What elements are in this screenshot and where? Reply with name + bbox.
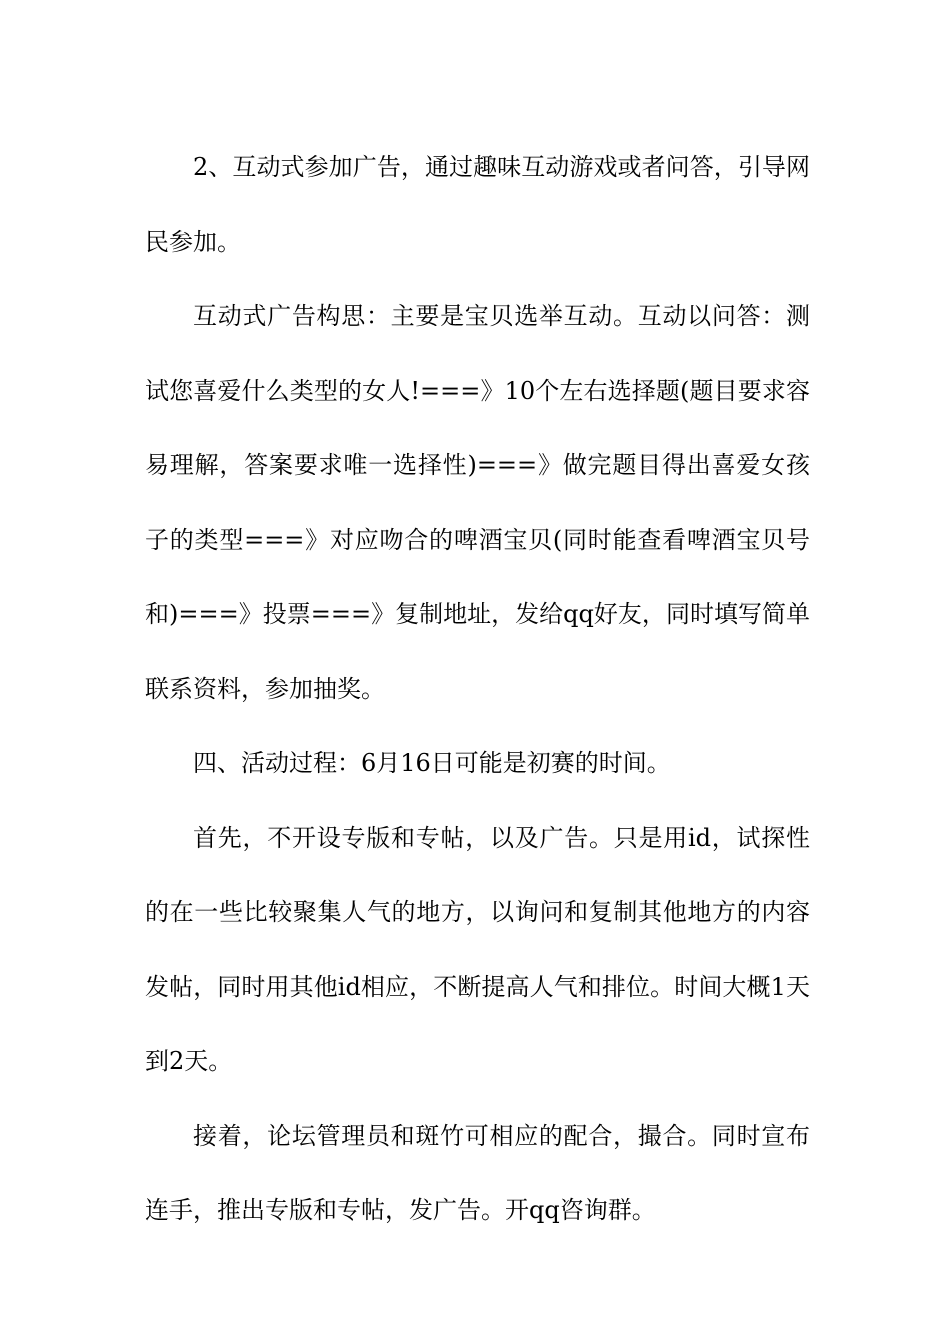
paragraph-interactive-ads: 2、互动式参加广告，通过趣味互动游戏或者问答，引导网民参加。 <box>145 153 810 256</box>
paragraph-activity-process: 四、活动过程：6月16日可能是初赛的时间。 <box>193 749 671 777</box>
paragraph-ad-concept: 互动式广告构思：主要是宝贝选举互动。互动以问答：测试您喜爱什么类型的女人!===》10个左右选择题(题目要求容易理解，答案要求唯一选择性)===》做完题目得出喜爱女孩子的类型===》对应吻合的啤酒宝贝(同时能查看啤酒宝贝号和)===》投票===》复制地址，发给qq好友，同时填写简单联系资料，参加抽奖。 <box>145 302 810 703</box>
paragraph-next-step: 接着，论坛管理员和斑竹可相应的配合，撮合。同时宣布连手，推出专版和专帖，发广告。开qq咨询群。 <box>145 1121 810 1224</box>
paragraph-first-step: 首先，不开设专版和专帖，以及广告。只是用id，试探性的在一些比较聚集人气的地方，以询问和复制其他地方的内容发帖，同时用其他id相应，不断提高人气和排位。时间大概1天到2天。 <box>145 823 810 1075</box>
document-body <box>145 130 810 1248</box>
